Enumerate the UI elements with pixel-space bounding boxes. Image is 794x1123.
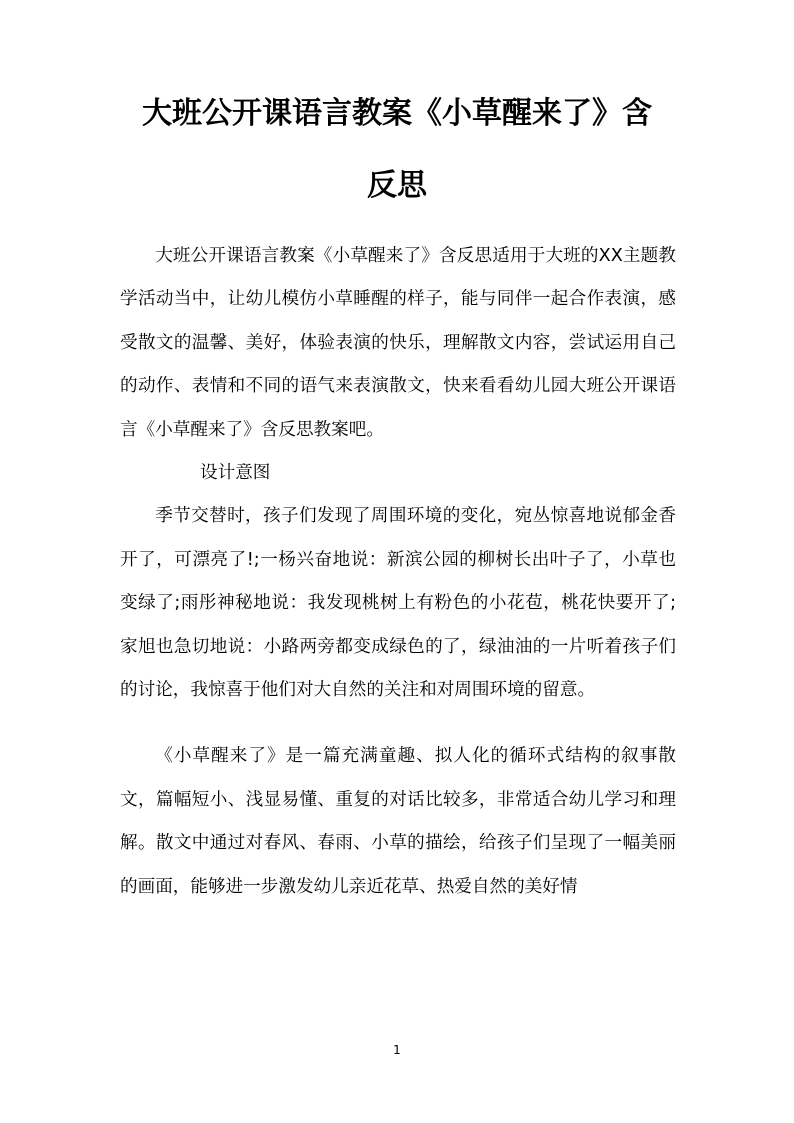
document-title-line-2: 反思 — [367, 168, 427, 203]
page-number: 1 — [393, 1043, 401, 1057]
body-paragraph-1: 季节交替时，孩子们发现了周围环境的变化，宛丛惊喜地说郁金香开了，可漂亮了!;一杨兴奋地说：新滨公园的柳树长出叶子了，小草也变绿了;雨彤神秘地说：我发现桃树上有粉色的小花苞，桃花快要开了;家旭也急切地说：小路两旁都变成绿色的了，绿油油的一片听着孩子们的讨论，我惊喜于他们对大自然的关注和对周围环境的留意。 — [120, 506, 676, 701]
body-paragraph-2: 《小草醒来了》是一篇充满童趣、拟人化的循环式结构的叙事散文，篇幅短小、浅显易懂、重复的对话比较多，非常适合幼儿学习和理解。散文中通过对春风、春雨、小草的描绘，给孩子们呈现了一幅美丽的画面，能够进一步激发幼儿亲近花草、热爱自然的美好情 — [120, 746, 676, 897]
document-body — [120, 235, 676, 909]
section-heading: 设计意图 — [200, 463, 271, 484]
document-title-line-1: 大班公开课语言教案《小草醒来了》含 — [142, 96, 652, 131]
intro-paragraph: 大班公开课语言教案《小草醒来了》含反思适用于大班的XX主题教学活动当中，让幼儿模仿小草睡醒的样子，能与同伴一起合作表演，感受散文的温馨、美好，体验表演的快乐，理解散文内容，尝试运用自己的动作、表情和不同的语气来表演散文，快来看看幼儿园大班公开课语言《小草醒来了》含反思教案吧。 — [120, 246, 676, 440]
